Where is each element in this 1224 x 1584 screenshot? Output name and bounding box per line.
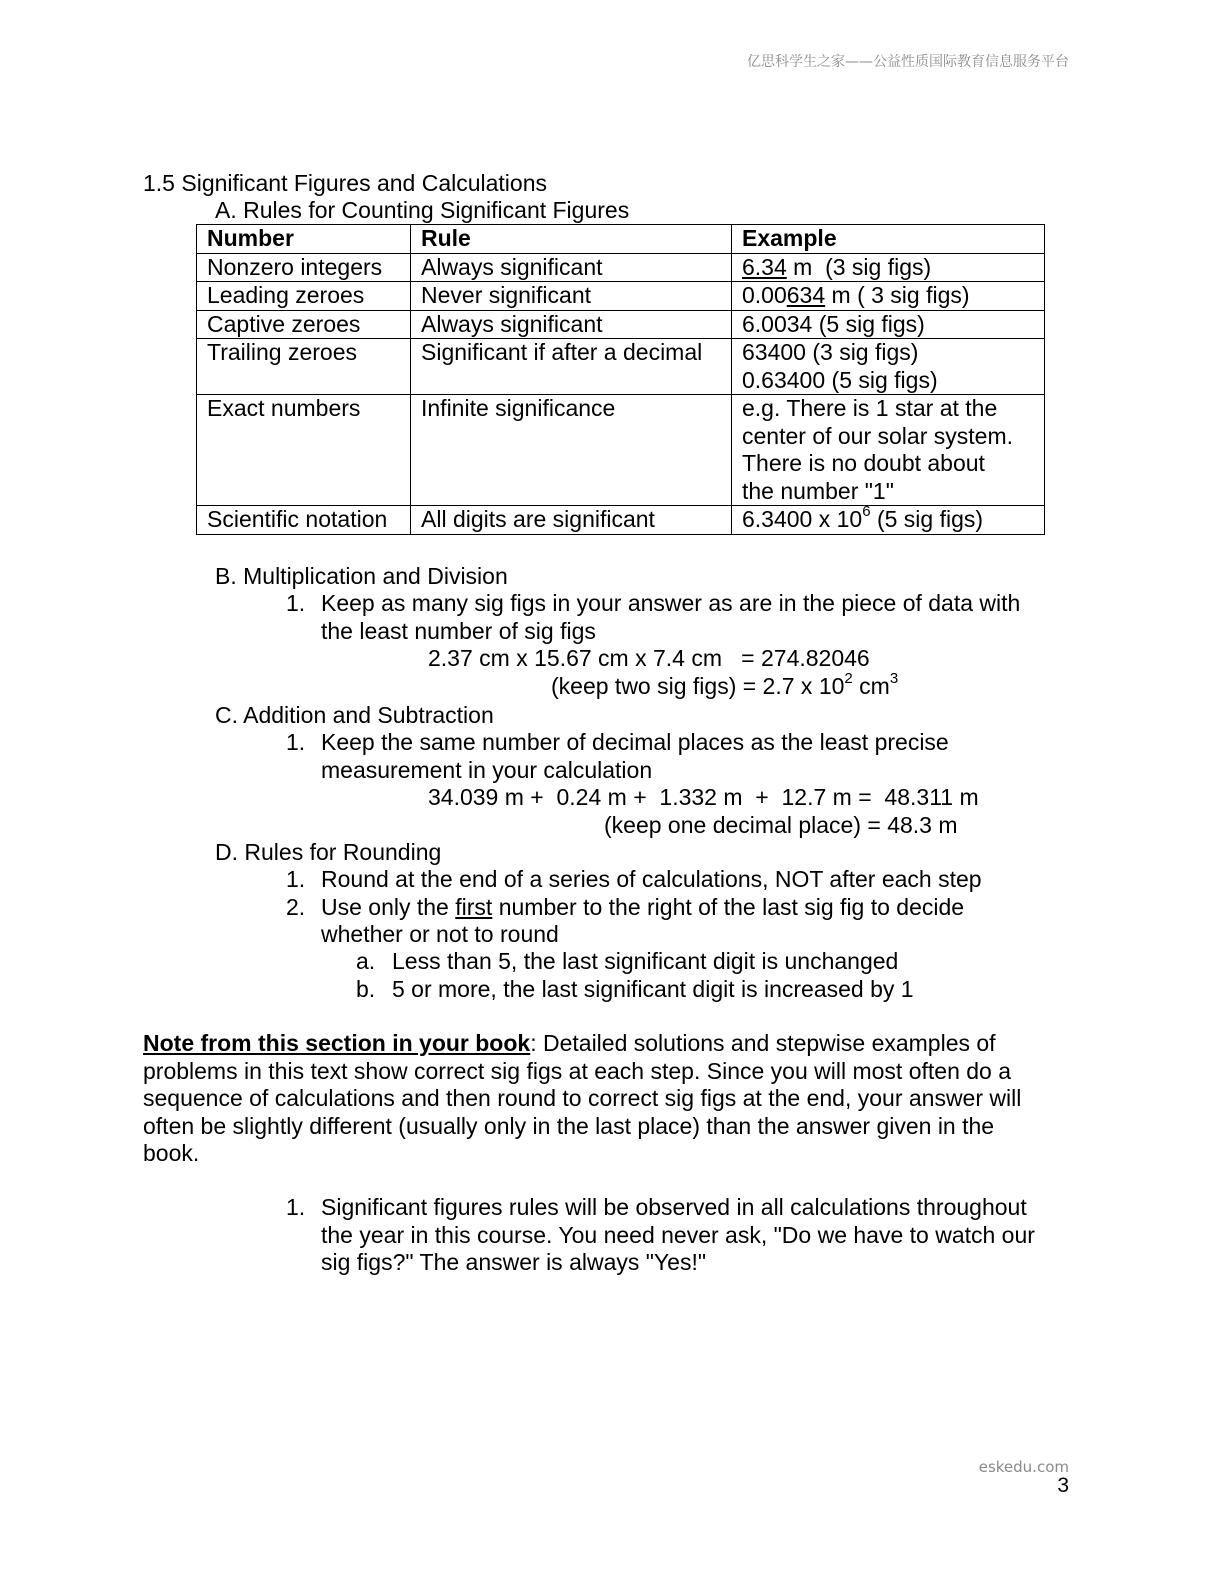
cell-number: Captive zeroes — [197, 310, 411, 339]
part-c-heading: C. Addition and Subtraction — [215, 702, 494, 728]
exponent: 6 — [862, 503, 871, 521]
final-item-line: sig figs?" The answer is always "Yes!" — [321, 1249, 707, 1275]
cell-example — [732, 282, 1045, 311]
note-line: sequence of calculations and then round to correct sig figs at the end, your answer will — [143, 1085, 1022, 1111]
note-line: book. — [143, 1140, 200, 1166]
final-item-text — [321, 1194, 1035, 1277]
sublist-label: a. — [356, 948, 376, 974]
list-number: 1. — [286, 590, 306, 616]
example-line: the number "1" — [742, 477, 894, 504]
cell-rule: All digits are significant — [411, 506, 732, 535]
calculation-line: 34.039 m + 0.24 m + 1.332 m + 12.7 m = 48.311 m — [428, 784, 979, 810]
underlined-word: first — [455, 894, 493, 920]
cell-example — [732, 395, 1045, 506]
example-prefix: 0.00 — [742, 282, 787, 308]
list-item-text: whether or not to round — [321, 921, 559, 947]
calculation-result — [551, 670, 899, 701]
note-line: often be slightly different (usually only in the last place) than the answer given in the — [143, 1112, 995, 1139]
header-rule: Rule — [411, 225, 732, 254]
table-row — [197, 395, 1045, 506]
table-row — [197, 310, 1045, 339]
note-first-line — [143, 1030, 1021, 1058]
header-example: Example — [732, 225, 1045, 254]
sublist-item-text: 5 or more, the last significant digit is increased by 1 — [392, 976, 914, 1002]
cell-number: Trailing zeroes — [197, 339, 411, 395]
list-item-text: Round at the end of a series of calculations, NOT after each step — [321, 866, 982, 892]
cell-rule: Always significant — [411, 253, 732, 282]
example-line: 0.63400 (5 sig figs) — [742, 366, 938, 393]
calculation-result: (keep one decimal place) = 48.3 m — [604, 812, 958, 838]
table-row — [197, 339, 1045, 395]
cell-rule: Significant if after a decimal — [411, 339, 732, 395]
sublist-item-text: Less than 5, the last significant digit is unchanged — [392, 948, 899, 974]
cell-example — [732, 339, 1045, 395]
table-row — [197, 282, 1045, 311]
example-rest: (5 sig figs) — [870, 506, 984, 532]
note-text: : Detailed solutions and stepwise examples of — [530, 1030, 996, 1056]
exponent: 3 — [889, 670, 899, 688]
list-number: 2. — [286, 894, 306, 920]
list-item-text: Keep the same number of decimal places as the least precise — [321, 729, 949, 755]
section-title: 1.5 Significant Figures and Calculations — [143, 170, 548, 196]
cell-number: Exact numbers — [197, 395, 411, 506]
cell-number: Nonzero integers — [197, 253, 411, 282]
final-item-line: Significant figures rules will be observed in all calculations throughout — [321, 1194, 1027, 1220]
note-line: problems in this text show correct sig figs at each step. Since you will most often do a — [143, 1057, 1012, 1084]
footer-website: eskedu.com — [978, 1458, 1069, 1476]
table-row — [197, 253, 1045, 282]
text-segment: number to the right of the last sig fig to decide — [492, 894, 965, 920]
header-watermark: 亿思科学生之家——公益性质国际教育信息服务平台 — [747, 54, 1069, 70]
list-item-text — [321, 894, 964, 922]
calc-text: (keep two sig figs) = 2.7 x 10 — [551, 673, 845, 699]
calculation-line: 2.37 cm x 15.67 cm x 7.4 cm = 274.82046 — [428, 645, 870, 671]
sublist-label: b. — [356, 976, 376, 1002]
exponent: 2 — [844, 670, 853, 688]
final-item-line: the year in this course. You need never ask, "Do we have to watch our — [321, 1221, 1035, 1248]
example-base: 6.3400 x 10 — [742, 506, 863, 532]
example-line: There is no doubt about — [742, 450, 985, 476]
example-rest: m ( 3 sig figs) — [825, 282, 970, 308]
example-line: center of our solar system. — [742, 422, 1013, 449]
example-rest: m (3 sig figs) — [786, 253, 932, 280]
list-item-text: measurement in your calculation — [321, 757, 653, 783]
part-b-heading: B. Multiplication and Division — [215, 563, 508, 589]
list-number: 1. — [286, 1194, 306, 1220]
example-line: 63400 (3 sig figs) — [742, 339, 919, 365]
note-label: Note from this section in your book — [143, 1030, 531, 1056]
underlined-digits: 6.34 — [742, 253, 787, 280]
list-number: 1. — [286, 866, 306, 892]
page-number: 3 — [1057, 1474, 1069, 1497]
list-item-text: Keep as many sig figs in your answer as are in the piece of data with — [321, 590, 1021, 616]
example-line: e.g. There is 1 star at the — [742, 395, 998, 421]
cell-example: 6.0034 (5 sig figs) — [732, 310, 1045, 339]
cell-number: Leading zeroes — [197, 282, 411, 311]
calc-unit: cm — [852, 673, 890, 699]
list-item-text: the least number of sig figs — [321, 618, 596, 644]
cell-rule: Never significant — [411, 282, 732, 311]
cell-number: Scientific notation — [197, 506, 411, 535]
list-number: 1. — [286, 729, 306, 755]
note-paragraph — [143, 1030, 1021, 1168]
table-header-row — [197, 225, 1045, 254]
part-d-heading: D. Rules for Rounding — [215, 839, 442, 865]
part-a-heading: A. Rules for Counting Significant Figures — [215, 197, 630, 223]
sig-fig-rules-table — [196, 224, 1045, 535]
text-segment: Use only the — [321, 894, 456, 920]
header-number: Number — [197, 225, 411, 254]
table-row — [197, 506, 1045, 535]
cell-example — [732, 503, 1045, 535]
underlined-digits: 634 — [786, 282, 826, 308]
cell-rule: Always significant — [411, 310, 732, 339]
cell-rule: Infinite significance — [411, 395, 732, 506]
cell-example — [732, 253, 1045, 282]
